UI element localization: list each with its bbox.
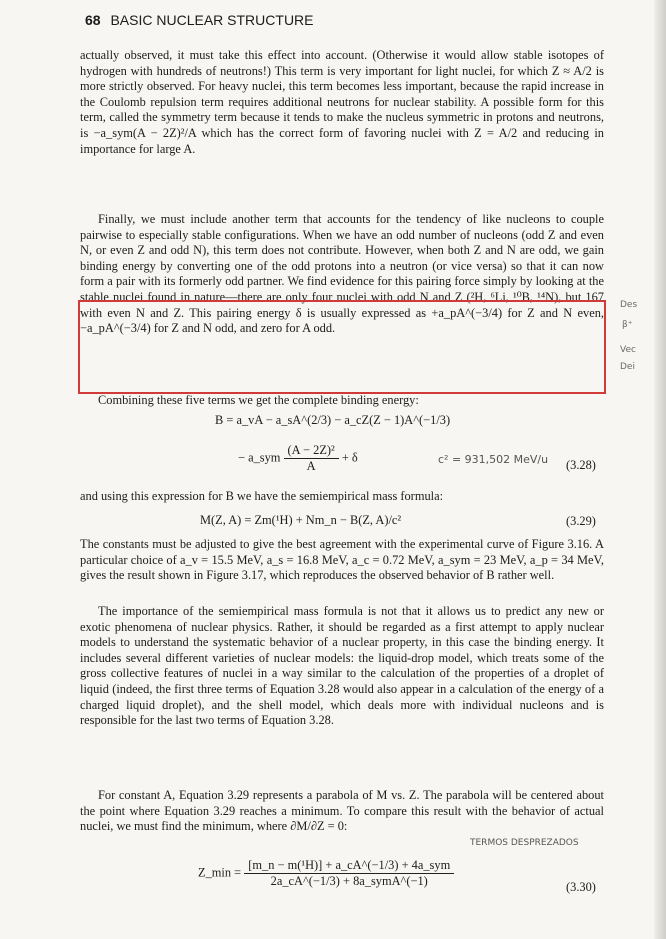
highlight-box bbox=[78, 300, 606, 394]
margin-note: Des bbox=[620, 300, 638, 310]
equation-3-29: M(Z, A) = Zm(¹H) + Nm_n − B(Z, A)/c² bbox=[200, 513, 402, 527]
paragraph-semiempirical: and using this expression for B we have the semiempirical mass formula: bbox=[80, 489, 444, 503]
equation-3-30: Z_min = $\frac{\text{[m\_n − m(¹H)] + a\_cA\textasciicircum{}(−1/3) + 4a\_sym}}{\text{2a\_cA\textasciicircum{}(−1/3) + 8a\_symA\textasciicircum{}(−1)}}$ bbox=[198, 858, 454, 889]
equation-3-29-label: (3.29) bbox=[566, 514, 596, 528]
equation-3-28-line2: − a_sym $\frac{\text{(A − 2Z)²}}{A}$ + δ bbox=[238, 443, 358, 473]
paragraph-parabola: For constant A, Equation 3.29 represents a parabola of M vs. Z. The parabola will be centered about the point where Equation 3.29 reaches a minimum. To compare this result with the behavior of actual nuclei, we must find the minimum, where ∂M/∂Z = 0: bbox=[80, 788, 604, 834]
paragraph-combining: Combining these five terms we get the complete binding energy: bbox=[98, 393, 419, 407]
running-title: BASIC NUCLEAR STRUCTURE bbox=[110, 12, 314, 28]
equation-3-28-line1: B = a_vA − a_sA^(2/3) − a_cZ(Z − 1)A^(−1/3) bbox=[215, 413, 451, 427]
page-header bbox=[85, 12, 314, 28]
paragraph-pairing-term: Finally, we must include another term that accounts for the tendency of like nucleons to couple pairwise to especially stable configurations. When we have an odd number of nucleons (odd Z and even N, or even Z and odd N), this term does not contribute. However, when both Z and N are odd, we gain binding energy by converting one of the odd protons into a neutron (or vice versa) so that it can now form a pair with its formerly odd partner. We find evidence for this pairing force simply by looking at the stable nuclei found in nature—there are only four nuclei with odd N and Z (²H, ⁶Li, ¹⁰B, ¹⁴N), but 167 with even N and Z. This pairing energy δ is usually expressed as +a_pA^(−3/4) for Z and N even, −a_pA^(−3/4) for Z and N odd, and zero for A odd. bbox=[80, 212, 604, 336]
equation-3-28-label: (3.28) bbox=[566, 458, 596, 472]
margin-note: β⁺ bbox=[622, 320, 633, 330]
handwritten-ignored-terms: TERMOS DESPREZADOS bbox=[470, 838, 579, 848]
paragraph-constants: The constants must be adjusted to give the best agreement with the experimental curve of Figure 3.16. A particular choice of a_v = 15.5 MeV, a_s = 16.8 MeV, a_c = 0.72 MeV, a_sym = 23 MeV, a_p = 34 MeV, gives the result shown in Figure 3.17, which reproduces the observed behavior of B rather well. bbox=[80, 537, 604, 583]
margin-note: Vec bbox=[620, 345, 636, 355]
zmin-fraction: $\frac{\text{[m\_n − m(¹H)] + a\_cA\textasciicircum{}(−1/3) + 4a\_sym}}{\text{2a\_cA\textasciicircum{}(−1/3) + 8a\_symA\textasciicircum{}(−1)}}$ bbox=[244, 858, 454, 889]
paragraph-importance: The importance of the semiempirical mass formula is not that it allows us to predict any new or exotic phenomena of nuclear physics. Rather, it should be regarded as a first attempt to apply nuclear models to understand the systematic behavior of a nuclear property, in this case the binding energy. It includes several different varieties of nuclear models: the liquid-drop model, which treats some of the gross collective features of nuclei in a way similar to the calculation of the properties of a droplet of liquid (indeed, the first three terms of Equation 3.28 would also appear in a calculation of the energy of a charged liquid droplet), and the shell model, which deals more with individual nucleons and is responsible for the last two terms of Equation 3.28. bbox=[80, 604, 604, 728]
margin-note: Dei bbox=[620, 362, 635, 372]
equation-3-30-label: (3.30) bbox=[566, 880, 596, 894]
page-number: 68 bbox=[85, 12, 101, 28]
paragraph-symmetry-term: actually observed, it must take this effect into account. (Otherwise it would allow stable isotopes of hydrogen with hundreds of neutrons!) This term is very important for light nuclei, for which Z ≈ A/2 is more strictly observed. For heavy nuclei, this term becomes less important, because the rapid increase in the Coulomb repulsion term requires additional neutrons for nuclear stability. A possible form for this term, called the symmetry term because it tends to make the nucleus symmetric in protons and neutrons, is −a_sym(A − 2Z)²/A which has the correct form of favoring nuclei with Z = A/2 and reducing in importance for large A. bbox=[80, 48, 604, 156]
symmetry-fraction: $\frac{\text{(A − 2Z)²}}{A}$ bbox=[284, 443, 339, 474]
page-edge-shadow bbox=[654, 0, 666, 939]
handwritten-conversion: c² = 931,502 MeV/u bbox=[438, 453, 549, 466]
